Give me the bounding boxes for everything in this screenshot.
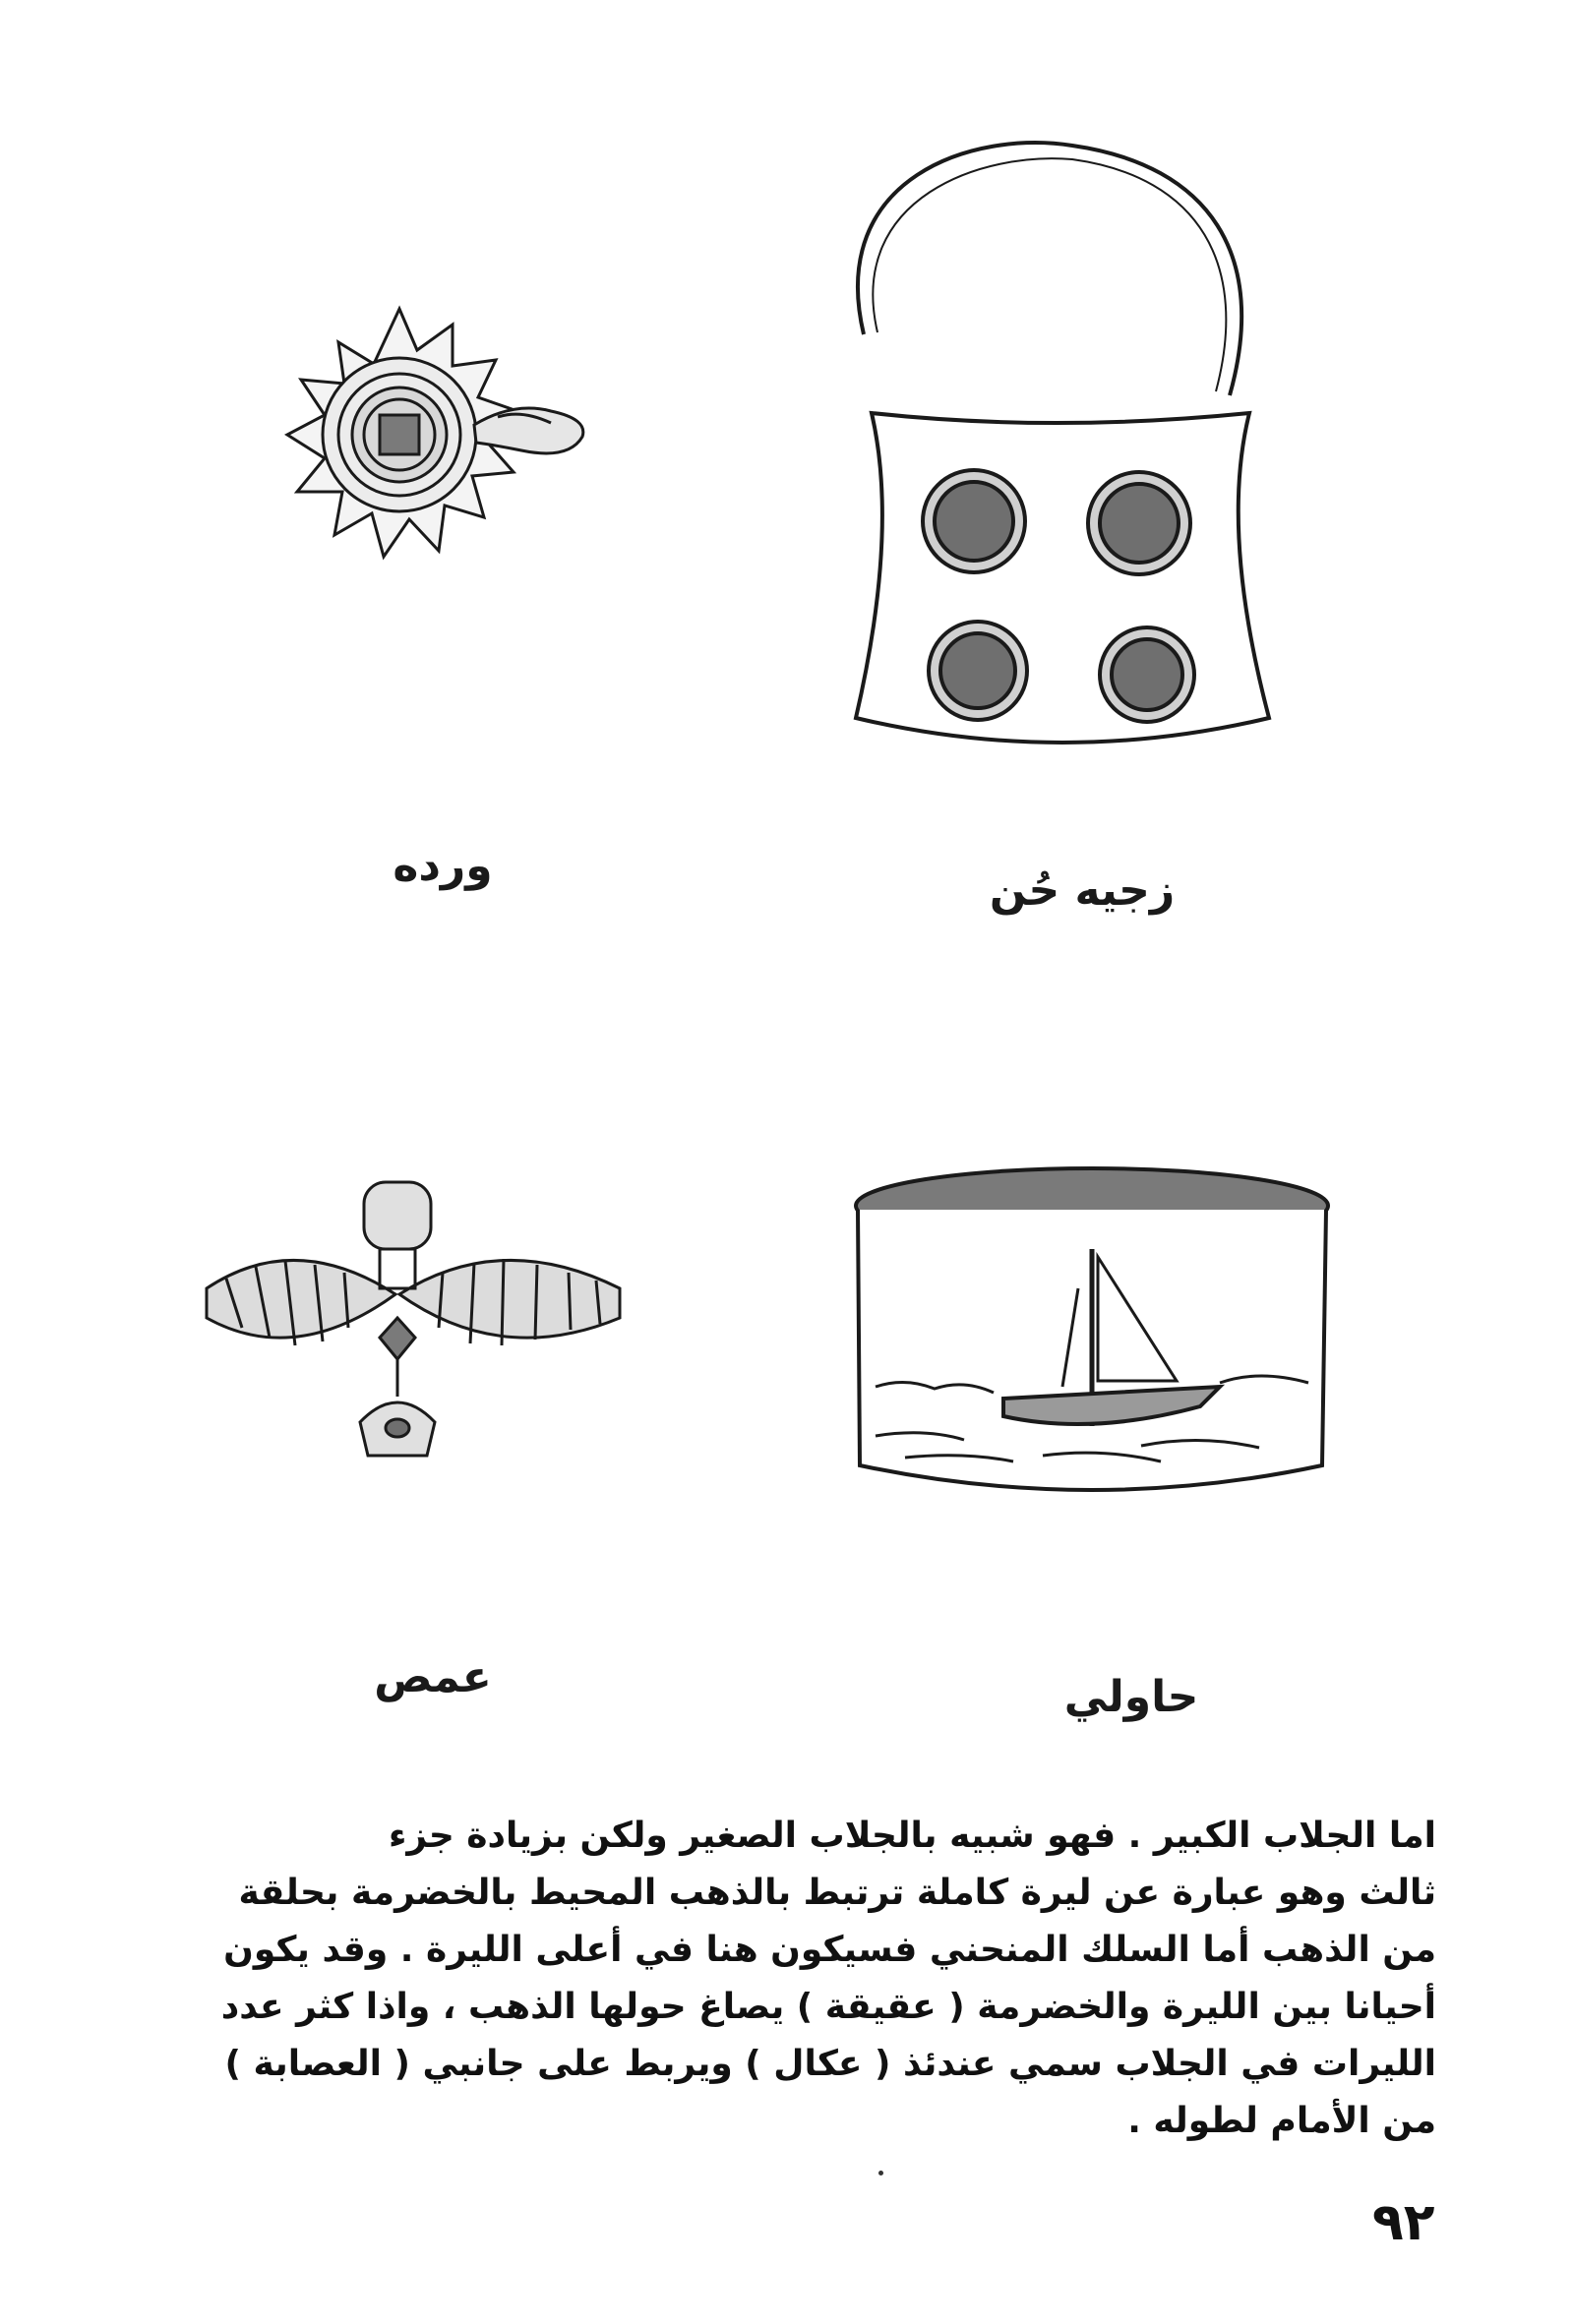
paragraph-line: ثالث وهو عبارة عن ليرة كاملة ترتبط بالذهب المحيط بالخضرمة بحلقة [238, 1873, 1436, 1913]
page-number: ٩٢ [1372, 2193, 1435, 2252]
caption-ring: عمص [374, 1652, 492, 1702]
caption-cuff: حاولي [1063, 1672, 1199, 1722]
paragraph-line: الليرات في الجلاب سمي عندئذ ( عكال ) ويربط على جانبي ( العصابة ) [224, 2044, 1436, 2084]
paragraph-line: من الذهب أما السلك المنحني فسيكون هنا في أعلى الليرة . وقد يكون [223, 1930, 1436, 1970]
paragraph-line: من الأمام لطوله . [1127, 2101, 1436, 2141]
speck [878, 2171, 883, 2175]
ship-cuff-illustration [846, 1141, 1338, 1515]
body-paragraph [138, 1808, 1436, 2150]
bracelet-illustration [817, 138, 1299, 767]
ring-beads-illustration [187, 1170, 639, 1505]
paragraph-line: أحيانا بين الليرة والخضرمة ( عقيقة ) يصاغ حولها الذهب ، واذا كثر عدد [220, 1987, 1436, 2027]
paragraph-line: اما الجلاب الكبير . فهو شبيه بالجلاب الصغير ولكن بزيادة جزء [389, 1816, 1436, 1856]
gemstone-icon [923, 470, 1025, 572]
flower-brooch-illustration [256, 295, 610, 580]
caption-bracelet: زجيه حُن [989, 865, 1176, 916]
caption-flower: ورده [393, 841, 493, 891]
